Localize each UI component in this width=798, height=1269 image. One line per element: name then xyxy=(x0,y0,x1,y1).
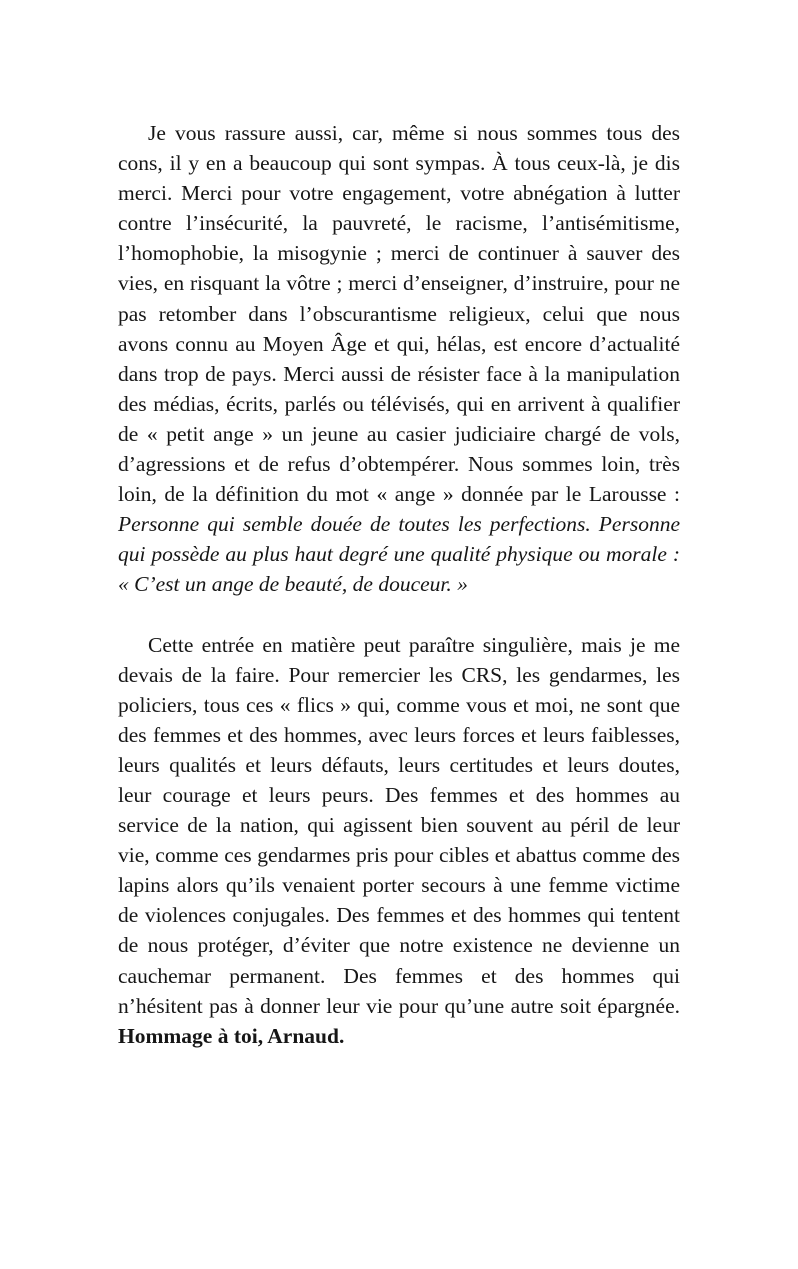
paragraph-tribute-text: Cette entrée en matière peut paraître singulière, mais je me devais de la faire. Pour remercier les CRS, les gendarmes, les policiers, tous ces « flics » qui, comme vous et moi, ne sont que des femmes et des hommes, avec leurs forces et leurs faiblesses, leurs qualités et leurs défauts, leurs certitudes et leurs doutes, leur courage et leurs peurs. Des femmes et des hommes au service de la nation, qui agissent bien souvent au péril de leur vie, comme ces gendarmes pris pour cibles et abattus comme des lapins alors qu’ils venaient porter secours à une femme victime de violences conjugales. Des femmes et des hommes qui tentent de nous protéger, d’éviter que notre existence ne devienne un cauchemar permanent. Des femmes et des hommes qui n’hésitent pas à donner leur vie pour qu’une autre soit épargnée. xyxy=(118,632,680,1018)
larousse-definition-quote: Personne qui semble douée de toutes les perfections. Personne qui possède au plus haut degré une qualité physique ou morale : « C’est un ange de beauté, de douceur. » xyxy=(118,512,680,597)
paragraph-thanks xyxy=(118,118,680,600)
book-page xyxy=(118,118,680,1051)
paragraph-tribute xyxy=(118,630,680,1051)
tribute-line: Hommage à toi, Arnaud. xyxy=(118,1023,345,1048)
paragraph-thanks-text: Je vous rassure aussi, car, même si nous sommes tous des cons, il y en a beaucoup qui sont sympas. À tous ceux-là, je dis merci. Merci pour votre engagement, votre abnégation à lutter contre l’insécurité, la pauvreté, le racisme, l’antisémitisme, l’homophobie, la misogynie ; merci de continuer à sauver des vies, en risquant la vôtre ; merci d’enseigner, d’instruire, pour ne pas retomber dans l’obscurantisme religieux, celui que nous avons connu au Moyen Âge et qui, hélas, est encore d’actualité dans trop de pays. Merci aussi de résister face à la manipulation des médias, écrits, parlés ou télévisés, qui en arrivent à qualifier de « petit ange » un jeune au casier judiciaire chargé de vols, d’agressions et de refus d’obtempérer. Nous sommes loin, très loin, de la définition du mot « ange » donnée par le Larousse : xyxy=(118,121,680,507)
